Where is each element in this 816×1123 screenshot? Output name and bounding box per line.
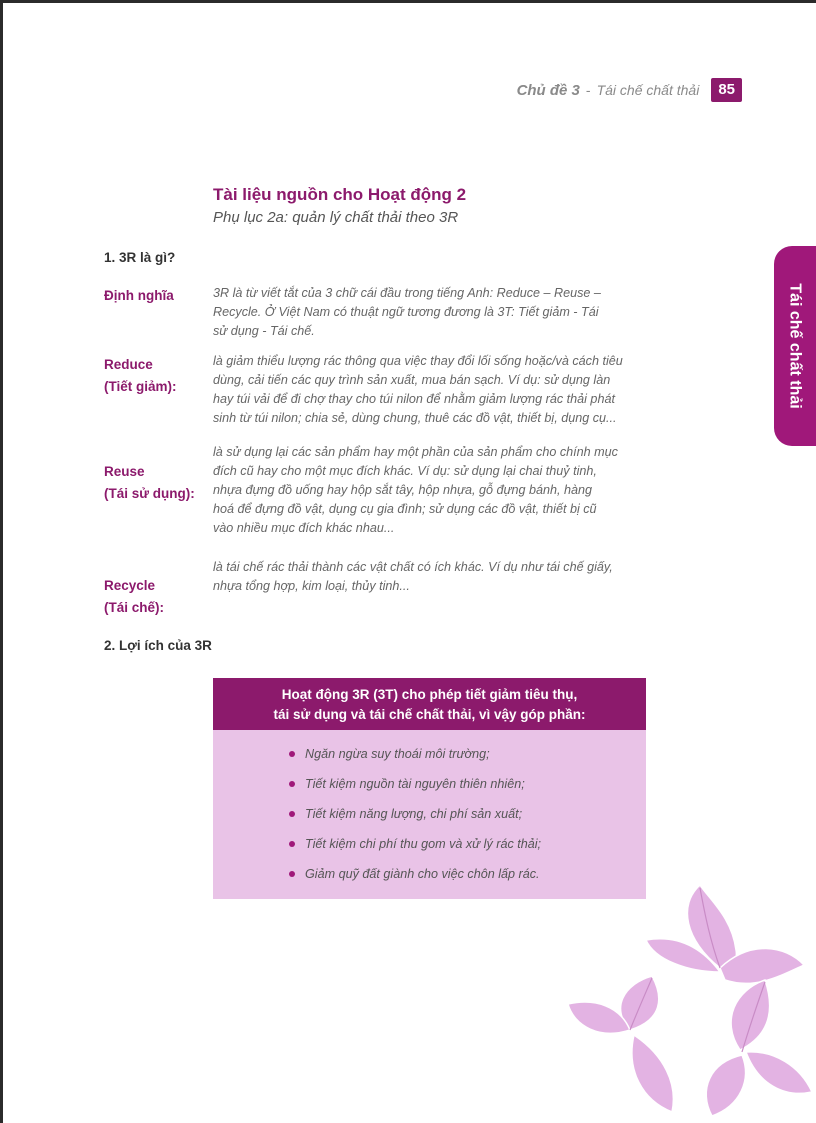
term-label: (Tiết giảm): (104, 379, 177, 394)
text-line: Recycle. Ở Việt Nam có thuật ngữ tương đương là 3T: Tiết giảm - Tái (213, 305, 599, 319)
text-line: nhựa đựng đồ uống hay hộp sắt tây, hộp nhựa, gỗ đựng bánh, hàng (213, 483, 593, 497)
chapter-title: Tái chế chất thải (596, 82, 700, 98)
chapter-label: Chủ đề 3 (516, 81, 580, 99)
question-heading: 1. 3R là gì? (104, 250, 176, 265)
text-line: dùng, cải tiến các quy trình sản xuất, mua bán sạch. Ví dụ: sử dụng làn (213, 373, 611, 387)
benefit-item: Giảm quỹ đất giành cho việc chôn lấp rác. (289, 864, 646, 894)
text-line: là giảm thiểu lượng rác thông qua việc thay đổi lối sống hoặc/và cách tiêu (213, 354, 623, 368)
chapter-side-tab (774, 246, 816, 446)
text-line: là tái chế rác thải thành các vật chất có ích khác. Ví dụ như tái chế giấy, (213, 560, 613, 574)
benefit-item: Tiết kiệm năng lượng, chi phí sản xuất; (289, 804, 646, 834)
page-number: 85 (711, 78, 742, 102)
leaf-shape (746, 1052, 812, 1094)
text-line: vào nhiều mục đích khác nhau... (213, 521, 395, 535)
term-label: (Tái chế): (104, 600, 165, 615)
benefits-box-title (213, 678, 646, 730)
benefits-heading: 2. Lợi ích của 3R (104, 638, 212, 653)
benefits-list (213, 730, 646, 894)
benefit-item: Tiết kiệm nguồn tài nguyên thiên nhiên; (289, 774, 646, 804)
term-reuse (104, 461, 195, 505)
leaf-shape (706, 1055, 745, 1116)
term-recycle (104, 575, 164, 619)
text-line: hoá để đựng đồ vật, dụng cụ gia đình; sử dụng các đồ vật, thiết bị cũ (213, 502, 597, 516)
text-line: sinh từ túi nilon; chia sẻ, dùng chung, thuê các đồ vật, thiết bị, dụng cụ... (213, 411, 617, 425)
leaf-shape (731, 980, 770, 1050)
page-border-top (0, 0, 816, 3)
side-tab-label: Tái chế chất thải (787, 283, 804, 409)
recycle-text (213, 558, 651, 596)
term-label: Reuse (104, 464, 145, 479)
text-line: nhựa tổng hợp, kim loại, thủy tinh... (213, 579, 410, 593)
reduce-text (213, 352, 651, 428)
benefits-box (213, 678, 646, 899)
term-label: (Tái sử dụng): (104, 486, 195, 501)
section-subheading: Phụ lục 2a: quản lý chất thải theo 3R (213, 209, 459, 226)
benefit-item: Tiết kiệm chi phí thu gom và xử lý rác thải; (289, 834, 646, 864)
text-line: là sử dụng lại các sản phẩm hay một phần của sản phẩm cho chính mục (213, 445, 618, 459)
term-label: Định nghĩa (104, 288, 174, 303)
leaf-shape (632, 1035, 673, 1112)
text-line: 3R là từ viết tắt của 3 chữ cái đầu trong tiếng Anh: Reduce – Reuse – (213, 286, 601, 300)
box-title-line: tái sử dụng và tái chế chất thải, vì vậy góp phần: (273, 707, 586, 722)
term-reduce (104, 354, 177, 398)
box-title-line: Hoạt động 3R (3T) cho phép tiết giảm tiêu thụ, (281, 687, 578, 702)
definition-text (213, 284, 651, 341)
term-label: Reduce (104, 357, 153, 372)
text-line: hay túi vải để đi chợ thay cho túi nilon để nhằm giảm lượng rác thải phát (213, 392, 615, 406)
header-separator: - (585, 82, 591, 98)
text-line: đích cũ hay cho một mục đích khác. Ví dụ: sử dụng lại chai thuỷ tinh, (213, 464, 597, 478)
section-heading: Tài liệu nguồn cho Hoạt động 2 (213, 185, 467, 204)
benefit-item: Ngăn ngừa suy thoái môi trường; (289, 744, 646, 774)
leaf-decoration (560, 880, 816, 1123)
reuse-text (213, 443, 651, 538)
running-header (517, 78, 742, 102)
term-definition (104, 285, 174, 307)
term-label: Recycle (104, 578, 156, 593)
page-border-left (0, 0, 3, 1123)
text-line: sử dụng - Tái chế. (213, 324, 315, 338)
